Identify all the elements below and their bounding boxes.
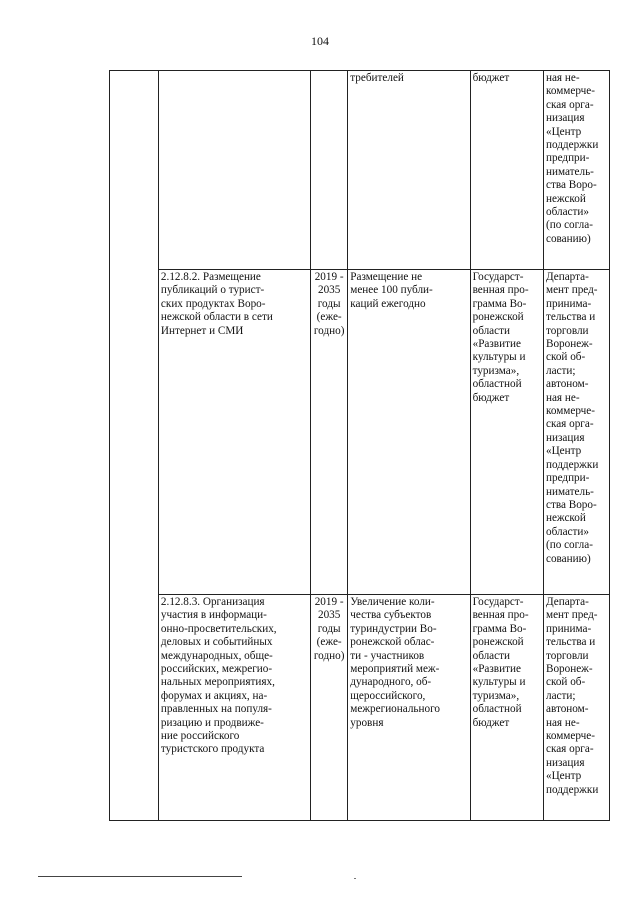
funding-cell: Государст- венная про- грамма Во- ронежской области «Развитие культуры и туризма», областной бюджет: [470, 595, 543, 821]
measure-cell: 2.12.8.2. Размещение публикаций о турист- ских продуктах Воро- нежской области в сети Интернет и СМИ: [158, 270, 310, 595]
measure-cell: [158, 71, 310, 270]
indicator-cell: Увеличение коли- чества субъектов туриндустрии Во- ронежской облас- ти - участников мероприятий меж- дународного, об- щероссийского, межрегионального уровня: [348, 595, 470, 821]
table-row-2-12-8-2: [110, 270, 610, 595]
indicator-cell: требителей: [348, 71, 470, 270]
measure-cell: 2.12.8.3. Организация участия в информаци- онно-просветительских, деловых и событийных международных, обще- российских, межрегио- нальных мероприятиях, форумах и акциях, на- правленных на популя- ризацию и продвиже- ние российского туристского продукта: [158, 595, 310, 821]
executor-cell: Департа- мент пред- принима- тельства и торговли Воронеж- ской об- ласти; автоном- ная не- коммерче- ская орга- низация «Центр поддержки предпри- ниматель- ства Воро- нежской области» (по согла- сованию): [543, 270, 609, 595]
table-row-2-12-8-3: [110, 595, 610, 821]
executor-cell: ная не- коммерче- ская орга- низация «Центр поддержки предпри- ниматель- ства Воро- нежской области» (по согла- сованию): [543, 71, 609, 270]
table-row-continuation: [110, 71, 610, 270]
executor-cell: Департа- мент пред- принима- тельства и торговли Воронеж- ской об- ласти; автоном- ная не- коммерче- ская орга- низация «Центр поддержки: [543, 595, 609, 821]
measures-table: [109, 70, 610, 821]
period-cell: [311, 71, 348, 270]
empty-first-column-cell: [110, 71, 159, 821]
page-number: 104: [311, 34, 329, 48]
period-cell: 2019 - 2035 годы (еже- годно): [311, 270, 348, 595]
indicator-cell: Размещение не менее 100 публи- каций ежегодно: [348, 270, 470, 595]
footer-rule: [38, 876, 242, 877]
period-cell: 2019 - 2035 годы (еже- годно): [311, 595, 348, 821]
funding-cell: Государст- венная про- грамма Во- ронежской области «Развитие культуры и туризма», областной бюджет: [470, 270, 543, 595]
funding-cell: бюджет: [470, 71, 543, 270]
scan-speck: [354, 878, 356, 879]
